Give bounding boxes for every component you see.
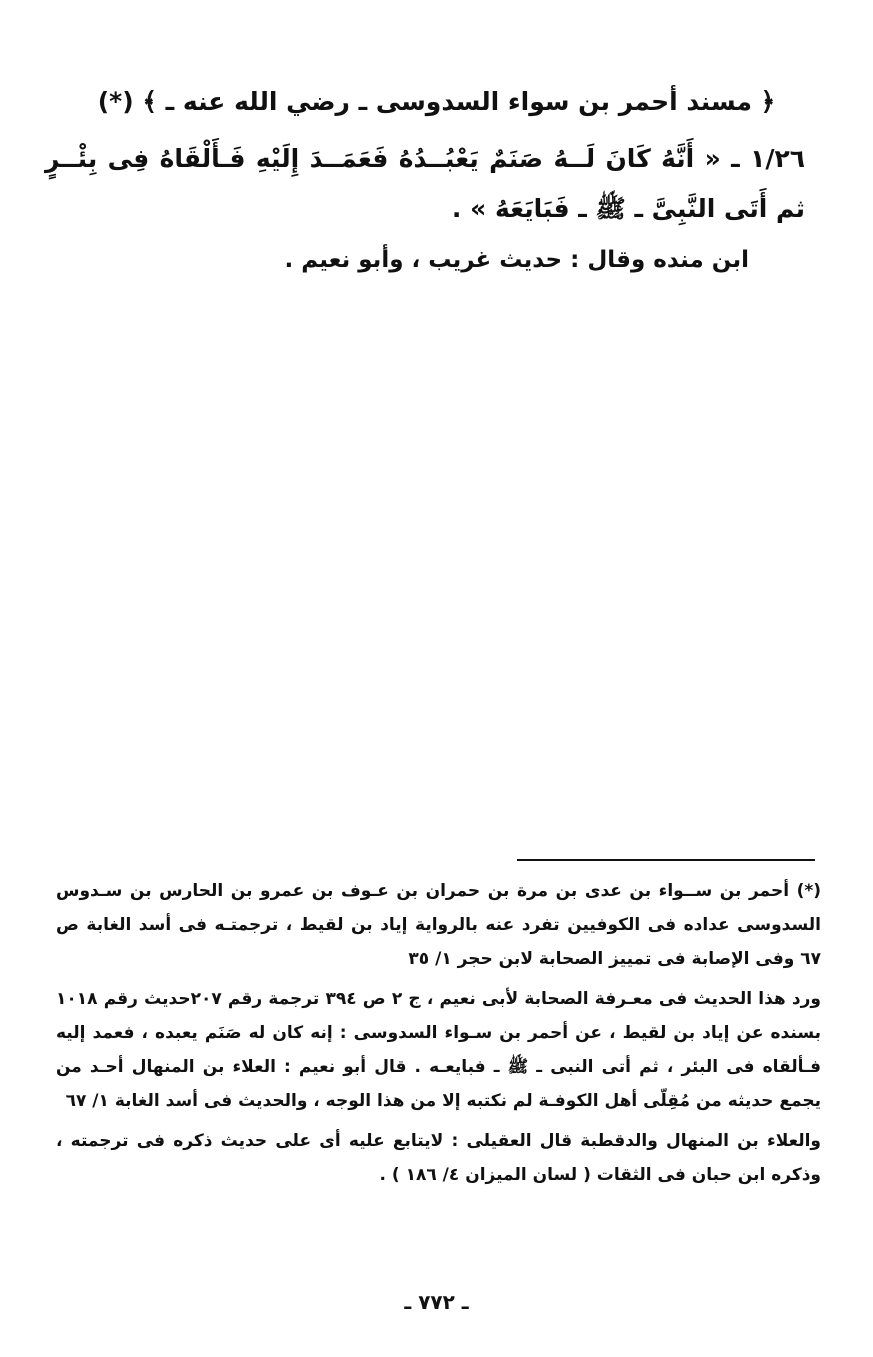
hadith-sources: ابن منده وقال : حديث غريب ، وأبو نعيم . [284, 247, 749, 273]
footnote-divider [517, 859, 815, 861]
hadith-text: ـ « أَنَّهُ كَانَ لَــهُ صَنَمٌ يَعْبُــدُهُ فَعَمَــدَ إِلَيْهِ فَـأَلْقَاهُ فِى بِئْــرٍ ثم أَتَى النَّبِىَّ ـ ﷺ ـ فَبَايَعَهُ » . [45, 144, 805, 223]
footnote-hadith-source: ورد هذا الحديث فى معـرفة الصحابة لأبى نعيم ، ج ٢ ص ٣٩٤ ترجمة رقم ٢٠٧حديث رقم ١٠١٨ بسنده عن إياد بن لقيط ، عن أحمر بن سـواء السدوسى : إنه كان له صَنَم يعبده ، فعمد إليه فـألقاه فى البئر ، ثم أتى النبى ـ ﷺ ـ فبايعـه . قال أبو نعيم : العلاء بن المنهال أحـد من يجمع حديثه من مُقِلّى أهل الكوفـة لم نكتبه إلا من هذا الوجه ، والحديث فى أسد الغابة ١/ ٦٧ [56, 989, 821, 1111]
hadith-entry [45, 134, 805, 234]
musnad-heading: ﴿ مسند أحمر بن سواء السدوسى ـ رضي الله عنه ـ ﴾ (*) [97, 87, 776, 116]
footnotes-section [56, 874, 821, 1198]
footnote-narrator-note: والعلاء بن المنهال والدقطبة قال العقيلى : لايتابع عليه أى على حديث ذكره فى ترجمته ، وذكره ابن حبان فى الثقات ( لسان الميزان ٤/ ١٨٦ ) . [56, 1131, 821, 1185]
hadith-number: ١/٢٦ [750, 144, 805, 173]
footnote-biography: (*) أحمر بن ســواء بن عدى بن مرة بن حمران بن عـوف بن عمرو بن الحارس بن سـدوس السدوسى عداده فى الكوفيين تفرد عنه بالرواية إياد بن لقيط ، ترجمتـه فى أسد الغابة ص ٦٧ وفى الإصابة فى تمييز الصحابة لابن حجر ١/ ٣٥ [56, 881, 821, 969]
page-number: ـ ٧٧٢ ـ [404, 1290, 469, 1314]
